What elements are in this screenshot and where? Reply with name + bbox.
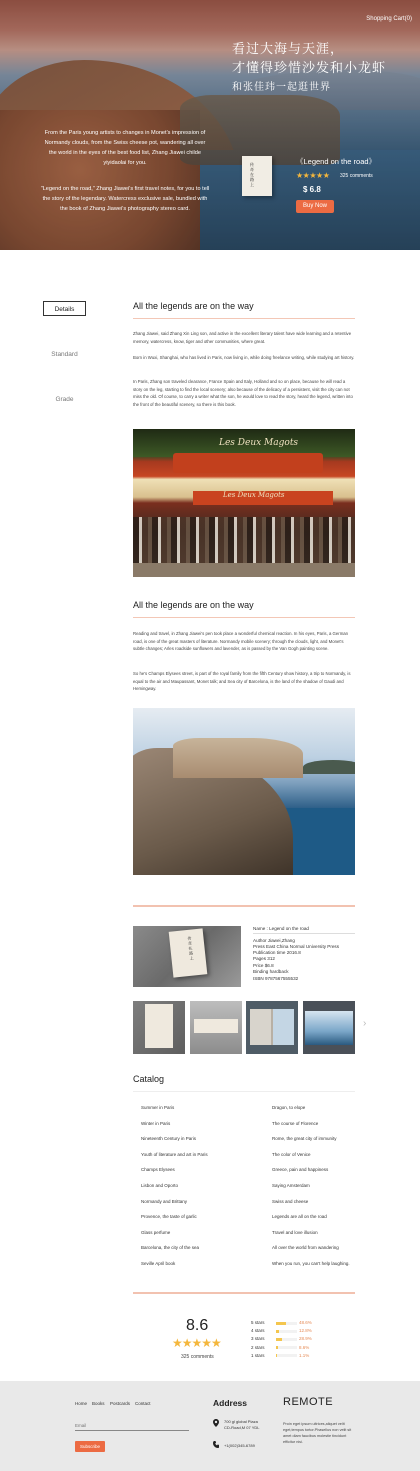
hero-price: $ 6.8 — [303, 185, 321, 194]
catalog-item[interactable]: Saying Amsterdam — [272, 1183, 310, 1188]
hero-intro-paragraph-1: From the Paris young artists to changes in Monet's impression of Normandy clouds, from the Swiss cheese pot, wandering all over the world in the eyes of the best food list, Zhang Jiawei childe yiyidaolai for you. — [44, 130, 206, 166]
hero-review-count: 325 comments — [340, 173, 373, 179]
hero-rating-stars-icon: ★★★★★ — [296, 171, 330, 180]
rating-bar-fill — [276, 1322, 286, 1325]
rating-bar-percent: 1.1% — [299, 1352, 310, 1358]
hero-book-title: 《Legend on the road》 — [296, 157, 377, 166]
section-1-paragraph-3: In Paris, Zhang son traveled clearance, France Spain and Italy, Holland and so on place, because he will read a story on the leg, starting to find the local scenery; also because of the delicacy of a persistent, visit the city can not miss the old. Of course, to carry a writer what the son, he would love to read the story, heard the legend, written into the front of the beautiful scenery, so there is this book. — [133, 379, 353, 407]
rating-bar-fill — [276, 1346, 278, 1349]
product-main-image[interactable] — [133, 926, 241, 987]
tab-details[interactable]: Details — [43, 301, 86, 316]
subscribe-button[interactable]: Subscribe — [75, 1441, 105, 1452]
rating-bar-track — [276, 1338, 297, 1341]
footer-nav-books[interactable]: Books — [92, 1401, 105, 1406]
catalog-item[interactable]: Nineteenth Century in Paris — [141, 1136, 197, 1142]
rating-bar-label: 4 stars — [251, 1328, 265, 1334]
catalog-item[interactable]: Normandy and Brittany — [141, 1198, 188, 1204]
address-text: 700 gl global Plaza CD-Road,M 07 YDL — [224, 1419, 260, 1430]
catalog-item[interactable]: Greece, pain and happiness — [272, 1167, 329, 1173]
remote-title: REMOTE — [283, 1396, 334, 1408]
section-2-paragraph-2: So he's Champs Elysees street, is part of the royal family from the fifth Century show history, a trip to Normandy, is equal to the air and Maupassant, Monet talk; and Sea city of Barcelona, is the land of the shadow of Gaudi and Hemingway. — [133, 671, 351, 691]
hero-intro-paragraph-2: "Legend on the road," Zhang Jiawei's first travel notes, for you to tell the story of the legendary. Watercress exclusive sale, bundled with the book of Zhang Jiawei's photography stereo card. — [40, 186, 210, 212]
coastline-photo — [133, 708, 355, 875]
product-author: Author Jiawei,Zhang — [253, 938, 295, 943]
rating-bar-fill — [276, 1338, 282, 1341]
gallery-thumb-1[interactable] — [133, 1001, 185, 1054]
map-pin-icon — [213, 1419, 219, 1427]
tab-standard[interactable]: Standard — [51, 351, 78, 358]
catalog-item[interactable]: Winter in Paris — [141, 1120, 171, 1126]
hero-banner — [0, 0, 420, 250]
catalog-item[interactable]: Legends are all on the road — [272, 1214, 327, 1220]
section-2-paragraph-1: Reading and travel, in Zhang Jiawei's pen took place a wonderful chemical reaction. In his eyes, Paris, a German road, is one of the great masters of literature. Normandy mobile scenery; through the clouds, light, and Monet's subtle changes; Arles roadside sunflowers and lavender, as is passed by the Van Gogh painting scene. — [133, 631, 349, 651]
gallery-thumb-4[interactable] — [303, 1001, 355, 1054]
cafe-photo — [133, 429, 355, 577]
rating-bar-label: 3 stars — [251, 1336, 265, 1342]
catalog-item[interactable]: All over the world from wandering — [272, 1245, 339, 1251]
rating-bar-track — [276, 1330, 297, 1333]
catalog-item[interactable]: Dragon, to elope — [272, 1105, 306, 1110]
tab-grade[interactable]: Grade — [55, 396, 74, 403]
rating-stars-icon: ★★★★★ — [172, 1336, 221, 1350]
catalog-item[interactable]: Provence, the taste of garlic — [141, 1214, 197, 1220]
section-1-title: All the legends are on the way — [133, 301, 254, 311]
rating-bar-percent: 12.8% — [299, 1328, 312, 1334]
slogan-line-1: 看过大海与天涯， — [232, 42, 345, 57]
product-name: Name : Legend on the road — [253, 926, 309, 931]
catalog-item[interactable]: Barcelona, the city of the sea — [141, 1245, 200, 1251]
buy-now-button[interactable]: Buy Now — [296, 200, 334, 213]
product-isbn: ISBN 9787567555532 — [253, 976, 299, 981]
catalog-item[interactable]: Rome, the great city of immunity — [272, 1136, 337, 1142]
rating-bar-label: 5 stars — [251, 1320, 265, 1325]
cafe-sign-top: Les Deux Magots — [219, 438, 299, 448]
catalog-item[interactable]: Swiss and cheese — [272, 1198, 309, 1204]
catalog-divider — [133, 1091, 355, 1092]
footer — [0, 1381, 420, 1471]
product-cover-title: 传奇在路上 — [187, 935, 194, 961]
address-title: Address — [213, 1398, 248, 1408]
product-price: Price $6.8 — [253, 963, 274, 968]
catalog-item[interactable]: Glass perfume — [141, 1229, 171, 1235]
catalog-item[interactable]: When you run, you can't help laughing. — [272, 1261, 350, 1266]
rating-bar-track — [276, 1346, 297, 1349]
chevron-right-icon[interactable]: › — [363, 1018, 367, 1029]
rating-bar-fill — [276, 1330, 279, 1333]
footer-nav-postcards[interactable]: Postcards — [110, 1401, 131, 1406]
footer-nav-contact[interactable]: Contact — [135, 1401, 151, 1406]
catalog-item[interactable]: Travel and love illusion — [272, 1229, 318, 1235]
catalog-item[interactable]: Lisbon and Oporto — [141, 1183, 179, 1188]
catalog-item[interactable]: Champs Elysees — [141, 1167, 175, 1173]
rating-bar-percent: 48.6% — [299, 1320, 312, 1325]
email-field[interactable] — [75, 1421, 189, 1431]
shopping-cart-link[interactable]: Shopping Cart(0) — [366, 16, 412, 22]
footer-nav-home[interactable]: Home — [75, 1401, 88, 1406]
catalog-item[interactable]: Seville April book — [141, 1261, 176, 1266]
rating-bar-label: 1 stars — [251, 1352, 265, 1358]
catalog-divider-bottom — [133, 1292, 355, 1294]
section-1-paragraph-1: Zhang Jiawei, said Zhang Xin Ling son, and active in the excellent literary talent have wide learning and a retentive memory, watercress, know, tiger and other communities, where great. — [133, 331, 352, 344]
rating-bar-label: 2 stars — [251, 1344, 265, 1350]
catalog-item[interactable]: Summer in Paris — [141, 1105, 175, 1110]
catalog-title: Catalog — [133, 1074, 165, 1084]
catalog-item[interactable]: The course of Florence — [272, 1120, 319, 1126]
gallery-thumb-3[interactable] — [246, 1001, 298, 1054]
product-publication-time: Publication time 2016.8 — [253, 950, 301, 955]
product-press: Press East China Normal University Press — [253, 944, 340, 949]
section-2-divider — [133, 617, 355, 618]
slogan-line-2: 才懂得珍惜沙发和小龙虾 — [232, 61, 387, 76]
cafe-sign-awning: Les Deux Magots — [223, 491, 285, 499]
product-divider-top — [133, 905, 355, 907]
catalog-item[interactable]: Youth of literature and art in Paris — [141, 1151, 208, 1157]
slogan-line-3: 和张佳玮一起逛世界 — [232, 82, 331, 93]
product-info-divider — [253, 933, 355, 934]
remote-text: Proin eget ipsum ultrices,aliquet velit eget,tempus tortor.Phasellus non velit sit amet diam faucibus molestie tincidunt efficitur nisi. — [283, 1422, 352, 1444]
rating-bar-percent: 28.9% — [299, 1336, 312, 1342]
gallery-thumb-2[interactable] — [190, 1001, 242, 1054]
rating-bar-track — [276, 1322, 297, 1325]
hero-book-cover[interactable] — [242, 156, 272, 196]
phone-icon — [213, 1441, 219, 1448]
rating-bar-percent: 8.6% — [299, 1344, 310, 1350]
rating-bar-track — [276, 1354, 297, 1357]
catalog-item[interactable]: The color of Venice — [272, 1151, 311, 1157]
product-binding: Binding hardback — [253, 969, 289, 974]
product-pages: Pages 312 — [253, 956, 275, 961]
rating-score: 8.6 — [186, 1317, 209, 1334]
phone-number: +1(002)345-6789 — [224, 1443, 255, 1448]
rating-count: 325 comments — [181, 1354, 214, 1360]
book-cover-title: 传奇在路上 — [250, 162, 254, 187]
section-2-title: All the legends are on the way — [133, 600, 254, 610]
section-1-divider — [133, 318, 355, 319]
section-1-paragraph-2: Born in Wuxi, Shanghai, who has lived in Paris, now living in, while doing freelance writing, while studying art history. — [133, 355, 355, 360]
